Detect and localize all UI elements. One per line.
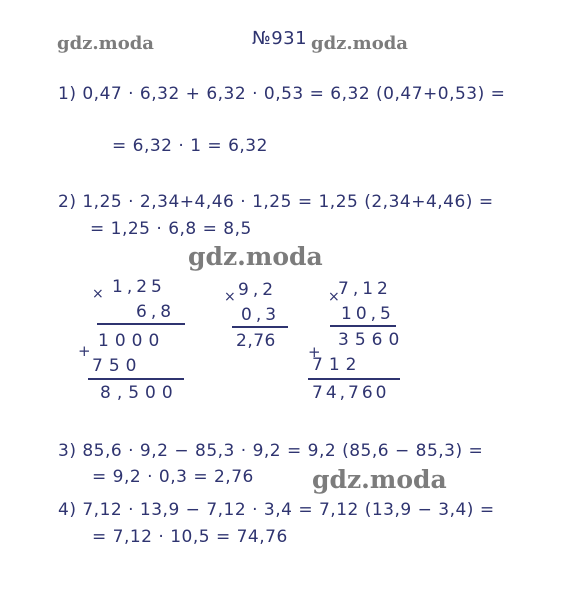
equation-line-2-result: = 1,25 · 6,8 = 8,5 <box>90 219 252 239</box>
calc2-multiplicand: 9,2 <box>238 280 278 300</box>
calc1-rule-2 <box>88 378 184 380</box>
equation-line-1-result: = 6,32 · 1 = 6,32 <box>112 136 268 156</box>
watermark: gdz.moda <box>57 33 154 54</box>
equation-line-3: 3) 85,6 · 9,2 − 85,3 · 9,2 = 9,2 (85,6 − 85,3) = <box>58 441 484 461</box>
calc3-multiplicand: 7,12 <box>338 279 392 299</box>
watermark: gdz.moda <box>188 242 323 271</box>
calc3-plus-sign: + <box>308 343 322 361</box>
calc3-partial-1: 3560 <box>338 330 406 350</box>
calc1-times-sign: × <box>92 286 105 302</box>
equation-line-2: 2) 1,25 · 2,34+4,46 · 1,25 = 1,25 (2,34+4,46) = <box>58 192 494 212</box>
calc2-rule <box>232 326 288 328</box>
calc1-plus-sign: + <box>78 342 92 360</box>
calc2-multiplier: 0,3 <box>241 305 281 325</box>
calc3-partial-2: 712 <box>312 355 363 375</box>
calc3-multiplier: 10,5 <box>341 304 395 324</box>
calc3-times-sign: × <box>328 289 341 305</box>
calc3-rule-2 <box>308 378 400 380</box>
calc1-multiplier: 6,8 <box>136 302 176 322</box>
equation-line-3-result: = 9,2 · 0,3 = 2,76 <box>92 467 254 487</box>
calc1-rule <box>97 323 185 325</box>
calc3-result: 74,760 <box>312 383 390 403</box>
calc1-partial-1: 1000 <box>98 331 166 351</box>
calc1-multiplicand: 1,25 <box>112 277 166 297</box>
calc3-rule <box>330 325 396 327</box>
problem-number: №931 <box>252 28 308 49</box>
calc1-result: 8,500 <box>100 383 179 403</box>
watermark: gdz.moda <box>312 465 447 494</box>
watermark: gdz.moda <box>311 33 408 54</box>
calc2-times-sign: × <box>224 289 237 305</box>
calc1-partial-2: 750 <box>92 356 143 376</box>
equation-line-4-result: = 7,12 · 10,5 = 74,76 <box>92 527 288 547</box>
equation-line-1: 1) 0,47 · 6,32 + 6,32 · 0,53 = 6,32 (0,47+0,53) = <box>58 84 506 104</box>
calc2-result: 2,76 <box>236 331 276 351</box>
equation-line-4: 4) 7,12 · 13,9 − 7,12 · 3,4 = 7,12 (13,9 − 3,4) = <box>58 500 495 520</box>
